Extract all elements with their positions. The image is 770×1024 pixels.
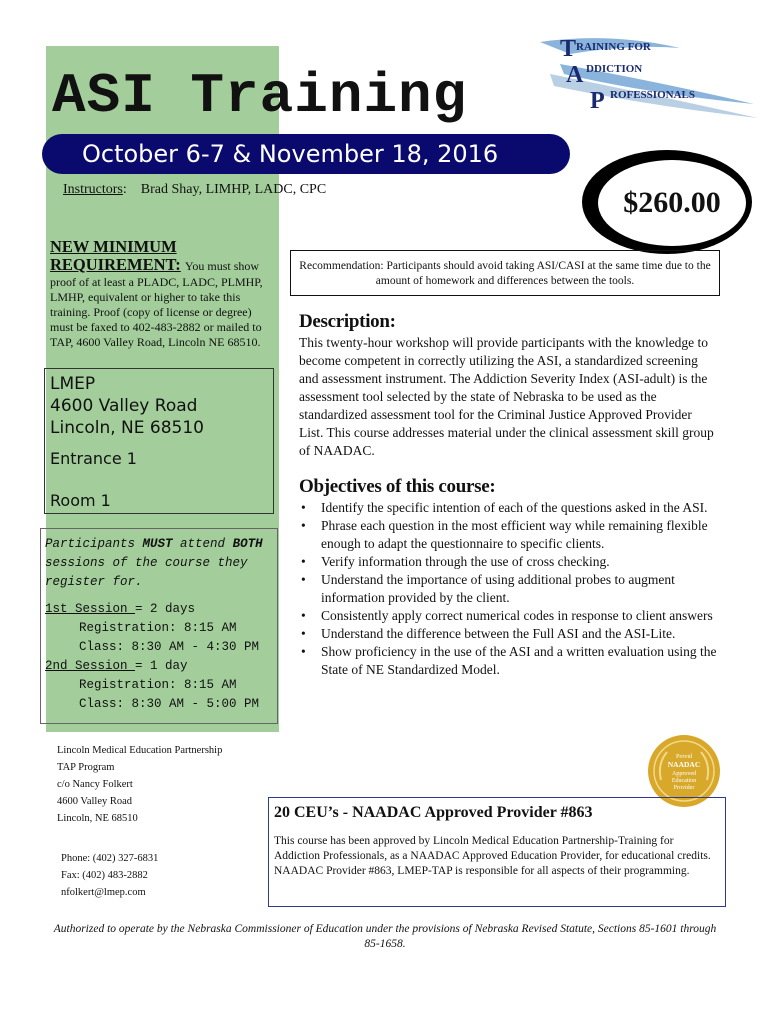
logo-initial-p: P <box>590 88 605 114</box>
logo-line-1: RAINING FOR <box>576 41 651 53</box>
session-2-class: Class: 8:30 AM - 5:00 PM <box>79 697 260 711</box>
ceu-body: This course has been approved by Lincoln Medical Education Partnership-Training for Addiction Professionals, as a NAADAC Approved Education Provider, for educational credits. NAADAC Provider #863, LMEP-TAP is responsible for all aspects of their programming. <box>274 835 711 877</box>
location-box <box>44 368 274 514</box>
instructors-line: Instructors: Brad Shay, LIMHP, LADC, CPC <box>63 182 327 197</box>
sessions-note: Participants MUST attend BOTH sessions of the course they register for. <box>45 537 263 589</box>
session-1-registration: Registration: 8:15 AM <box>79 621 237 635</box>
session-2-registration: Registration: 8:15 AM <box>79 678 237 692</box>
logo-line-2: DDICTION <box>586 63 643 75</box>
objective-item: • Verify information through the use of cross checking. <box>299 553 719 571</box>
svg-text:Provider: Provider <box>673 785 695 791</box>
objective-item: • Phrase each question in the most efficient way while remaining flexible enough to adapt the questionnaire to specific clients. <box>299 517 719 553</box>
logo-initial-a: A <box>566 62 584 88</box>
price-badge: $260.00 <box>598 160 746 246</box>
session-2: 2nd Session = 1 day <box>45 659 188 673</box>
objective-item: • Consistently apply correct numerical codes in response to client answers <box>299 607 719 625</box>
objective-item: • Understand the difference between the Full ASI and the ASI-Lite. <box>299 625 719 643</box>
requirement-heading <box>50 238 276 275</box>
address-line: Lincoln Medical Education Partnership <box>57 745 223 756</box>
sessions-box <box>40 528 278 724</box>
location-street: 4600 Valley Road <box>50 396 198 416</box>
logo-initial-t: T <box>560 36 577 62</box>
requirement-heading-line1: NEW MINIMUM <box>50 237 177 256</box>
instructors-label: Instructors <box>63 182 123 197</box>
location-city: Lincoln, NE 68510 <box>50 418 204 438</box>
session-1-class: Class: 8:30 AM - 4:30 PM <box>79 640 260 654</box>
contact-info <box>61 850 158 901</box>
objectives-heading: Objectives of this course: <box>299 476 496 497</box>
location-name: LMEP <box>50 374 96 394</box>
svg-text:NAADAC: NAADAC <box>667 760 701 769</box>
date-text: October 6-7 & November 18, 2016 <box>82 140 499 168</box>
contact-fax: Fax: (402) 483-2882 <box>61 870 148 881</box>
requirement-lead: You must show <box>184 259 260 273</box>
tap-logo <box>530 34 760 120</box>
mailing-address <box>57 742 222 827</box>
address-line: c/o Nancy Folkert <box>57 779 133 790</box>
location-entrance: Entrance 1 <box>50 449 137 468</box>
logo-line-3: ROFESSIONALS <box>610 89 695 101</box>
objectives-list <box>299 499 719 679</box>
objective-item: • Identify the specific intention of each of the questions asked in the ASI. <box>299 499 719 517</box>
ceu-box <box>268 797 726 907</box>
footer-statement: Authorized to operate by the Nebraska Commissioner of Education under the provisions of Nebraska Revised Statute, Sections 85-1601 through 85-1658. <box>53 923 717 950</box>
minimum-requirement <box>50 238 276 350</box>
requirement-body: proof of at least a PLADC, LADC, PLMHP, LMHP, equivalent or higher to take this training. Proof (copy of license or degree) must be faxed to 402-483-2882 or mailed to TAP, 4600 Valley Road, Lincoln NE 68510. <box>50 275 263 349</box>
page-title: ASI Training <box>52 64 468 128</box>
instructors-value: Brad Shay, LIMHP, LADC, CPC <box>140 182 327 197</box>
contact-email: nfolkert@lmep.com <box>61 887 146 898</box>
svg-text:Provid: Provid <box>675 754 693 760</box>
session-1: 1st Session = 2 days <box>45 602 196 616</box>
ceu-heading: 20 CEU’s - NAADAC Approved Provider #863 <box>274 804 593 821</box>
address-line: TAP Program <box>57 762 115 773</box>
contact-phone: Phone: (402) 327-6831 <box>61 853 159 864</box>
description-heading: Description: <box>299 311 396 332</box>
description-body: This twenty-hour workshop will provide participants with the knowledge to become competent in correctly utilizing the ASI, a standardized screening and assessment instrument. The Addiction Severity Index (ASI-adult) is the assessment tool selected by the state of Nebraska to be used as the standardized assessment tool for the Criminal Justice Approved Provider List. This course addresses material under the clinical assessment skill group of NAADAC. <box>299 335 714 458</box>
date-banner <box>42 134 570 174</box>
objective-item: • Understand the importance of using additional probes to augment information provided by the client. <box>299 571 719 607</box>
address-line: 4600 Valley Road <box>57 796 133 807</box>
requirement-heading-line2: REQUIREMENT: <box>50 255 181 274</box>
objective-item: • Show proficiency in the use of the ASI and a written evaluation using the State of NE Standardized Model. <box>299 643 719 679</box>
location-room: Room 1 <box>50 491 111 510</box>
recommendation-box: Recommendation: Participants should avoid taking ASI/CASI at the same time due to the amount of homework and differences between the tools. <box>290 250 720 296</box>
svg-text:Approved: Approved <box>672 771 696 777</box>
address-line: Lincoln, NE 68510 <box>57 813 138 824</box>
svg-text:Education: Education <box>671 778 697 784</box>
